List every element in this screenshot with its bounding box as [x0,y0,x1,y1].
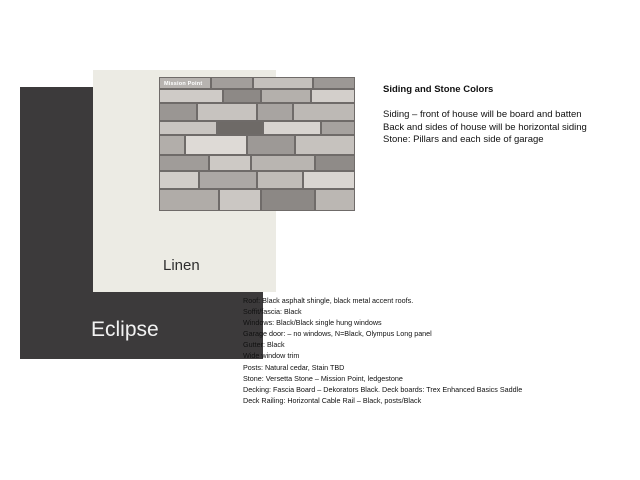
stone-sample-image [159,77,355,211]
linen-label: Linen [163,257,200,274]
detail-line: Stone: Versetta Stone – Mission Point, ledgestone [243,373,403,383]
colors-line: Stone: Pillars and each side of garage [383,134,544,145]
detail-line: Decking: Fascia Board – Dekorators Black. Deck boards: Trex Enhanced Basics Saddle [243,384,523,394]
detail-line: Windows: Black/Black single hung windows [243,318,382,328]
detail-line: Wide window trim [243,351,300,361]
colors-line: Back and sides of house will be horizontal siding [383,121,587,133]
detail-line: Posts: Natural cedar, Stain TBD [243,362,345,372]
detail-line: Soffit/fascia: Black [243,307,302,317]
eclipse-label: Eclipse [91,318,159,341]
detail-line: Gutter: Black [243,340,285,350]
detail-line: Deck Railing: Horizontal Cable Rail – Black, posts/Black [243,395,422,405]
detail-line: Garage door: – no windows, N=Black, Olympus Long panel [243,329,432,339]
colors-line: Siding – front of house will be board and batten [383,109,582,120]
colors-heading: Siding and Stone Colors [383,84,494,95]
colors-description [383,109,587,147]
material-details-list [243,295,522,406]
ledgestone-pattern [159,77,355,211]
stone-image-label: Mission Point [164,81,203,87]
detail-line: Roof: Black asphalt shingle, black metal accent roofs. [243,296,414,305]
